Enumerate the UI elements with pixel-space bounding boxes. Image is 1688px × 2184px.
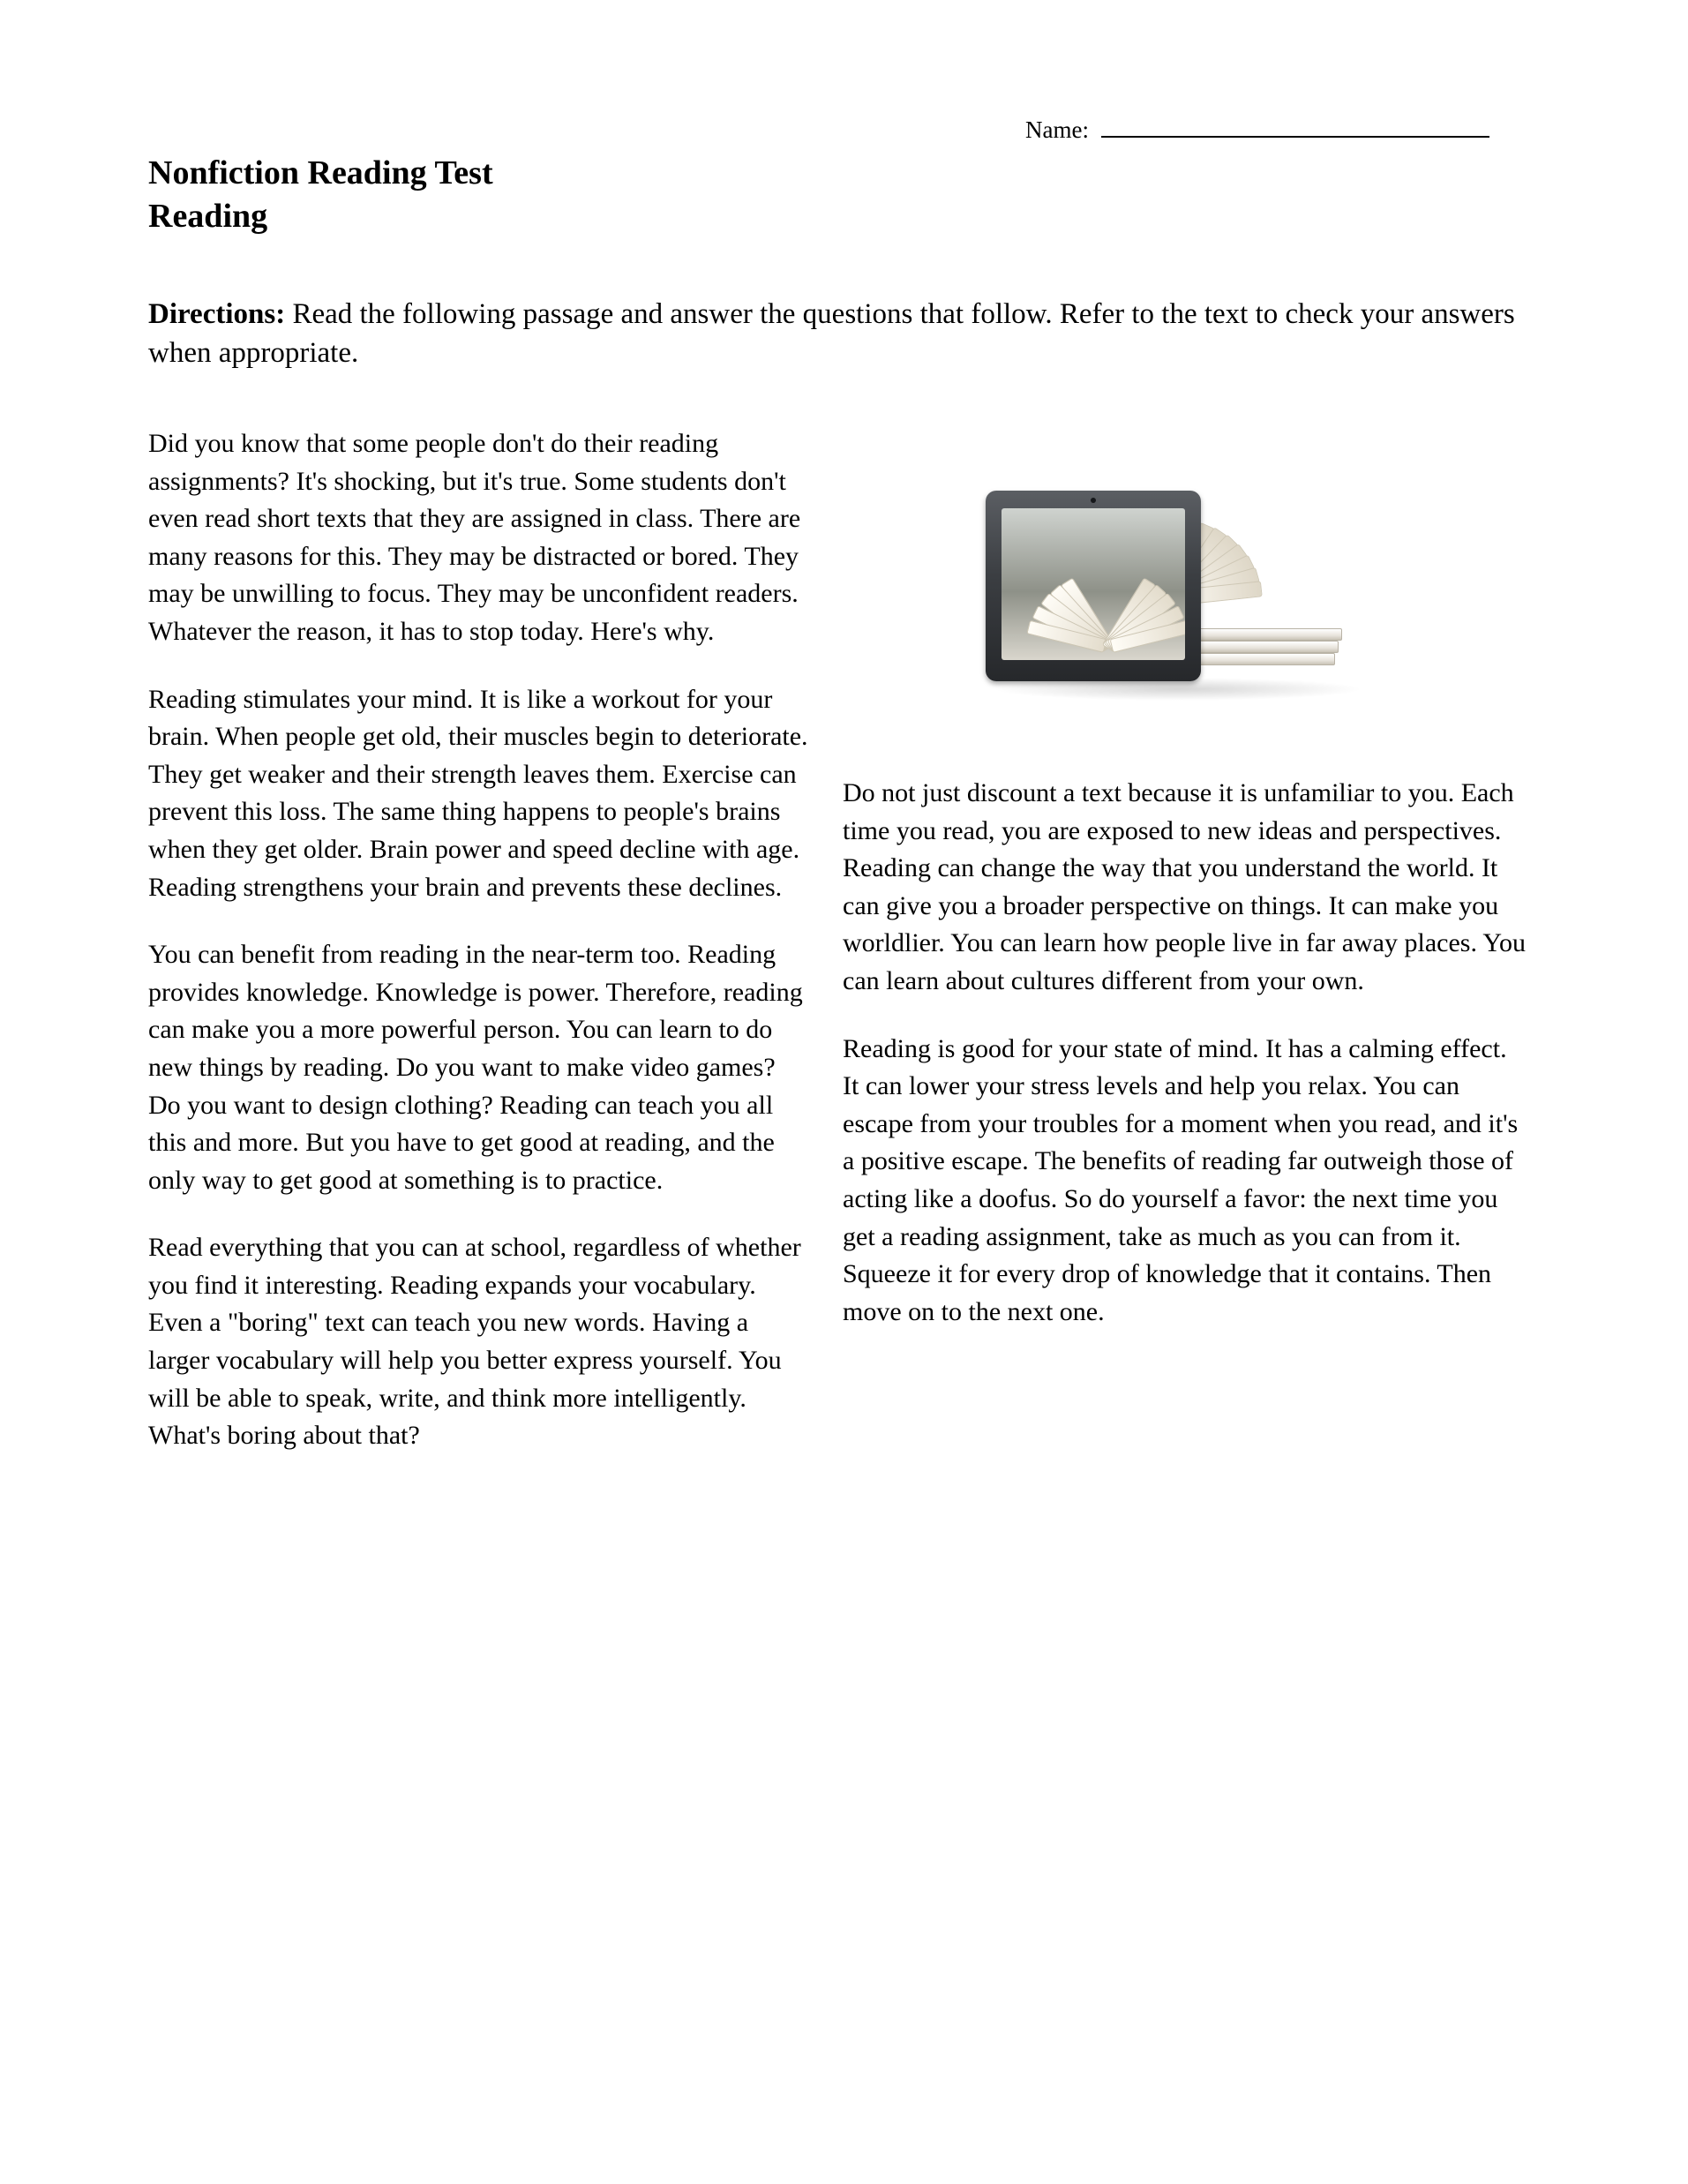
passage-paragraph: You can benefit from reading in the near-term too. Reading provides knowledge. Knowledge is power. Therefore, reading can make you a more powerful person. You can learn to do new things by reading. Do you want to make video games? Do you want to design clothing? Reading can teach you all this and more. But you have to get good at reading, and the only way to get good at something is to practice.: [148, 940, 803, 1195]
passage-paragraph: Reading stimulates your mind. It is like a workout for your brain. When people get old, their muscles begin to deteriorate. They get weaker and their strength leaves them. Exercise can prevent this loss. The same thing happens to people's brains when they get older. Brain power and speed decline with age. Reading strengthens your brain and prevents these declines.: [148, 684, 808, 902]
tablet-camera-icon: [1091, 498, 1096, 503]
directions-text: Read the following passage and answer the questions that follow. Refer to the text to check your answers when appropriate.: [148, 298, 1515, 369]
passage-paragraph: Do not just discount a text because it is unfamiliar to you. Each time you read, you are exposed to new ideas and perspectives. Reading can change the way that you understand the world. It can give you a broader perspective on things. It can make you worldlier. You can learn how people live in far away places. You can learn about cultures different from your own.: [843, 778, 1526, 995]
passage-left-column: [148, 425, 812, 1485]
passage-paragraph: Reading is good for your state of mind. It has a calming effect. It can lower your stress levels and help you relax. You can escape from your troubles for a moment when you read, and it's a positive escape. The benefits of reading far outweigh those of acting like a doofus. So do yourself a favor: the next time you get a reading assignment, take as much as you can from it. Squeeze it for every drop of knowledge that it contains. Then move on to the next one.: [843, 1033, 1519, 1326]
passage-illustration: [975, 459, 1381, 724]
tablet-screen: [1002, 508, 1185, 660]
passage-right-column: [843, 775, 1527, 1361]
title-line-1: Nonfiction Reading Test: [148, 154, 493, 191]
directions-block: [148, 296, 1520, 372]
title-line-2: Reading: [148, 197, 268, 235]
tablet-device-icon: [986, 491, 1201, 681]
page-title: [148, 152, 493, 237]
name-input-line[interactable]: [1101, 116, 1489, 138]
name-label: Name:: [1025, 116, 1089, 143]
directions-label: Directions:: [148, 298, 286, 330]
fanned-pages-icon: [1180, 482, 1335, 605]
passage-paragraph: Did you know that some people don't do their reading assignments? It's shocking, but it's true. Some students don't even read short texts that they are assigned in class. There are many reasons for this. They may be distracted or bored. They may be unwilling to focus. They may be unconfident readers. Whatever the reason, it has to stop today. Here's why.: [148, 429, 801, 646]
open-book-icon: [1024, 554, 1185, 653]
passage-paragraph: Read everything that you can at school, regardless of whether you find it interesting. Reading expands your vocabulary. Even a "boring" text can teach you new words. Having a larger vocabulary will help you better express yourself. You will be able to speak, write, and think more intelligently. What's boring about that?: [148, 1233, 801, 1451]
name-field-row: [1025, 116, 1489, 144]
